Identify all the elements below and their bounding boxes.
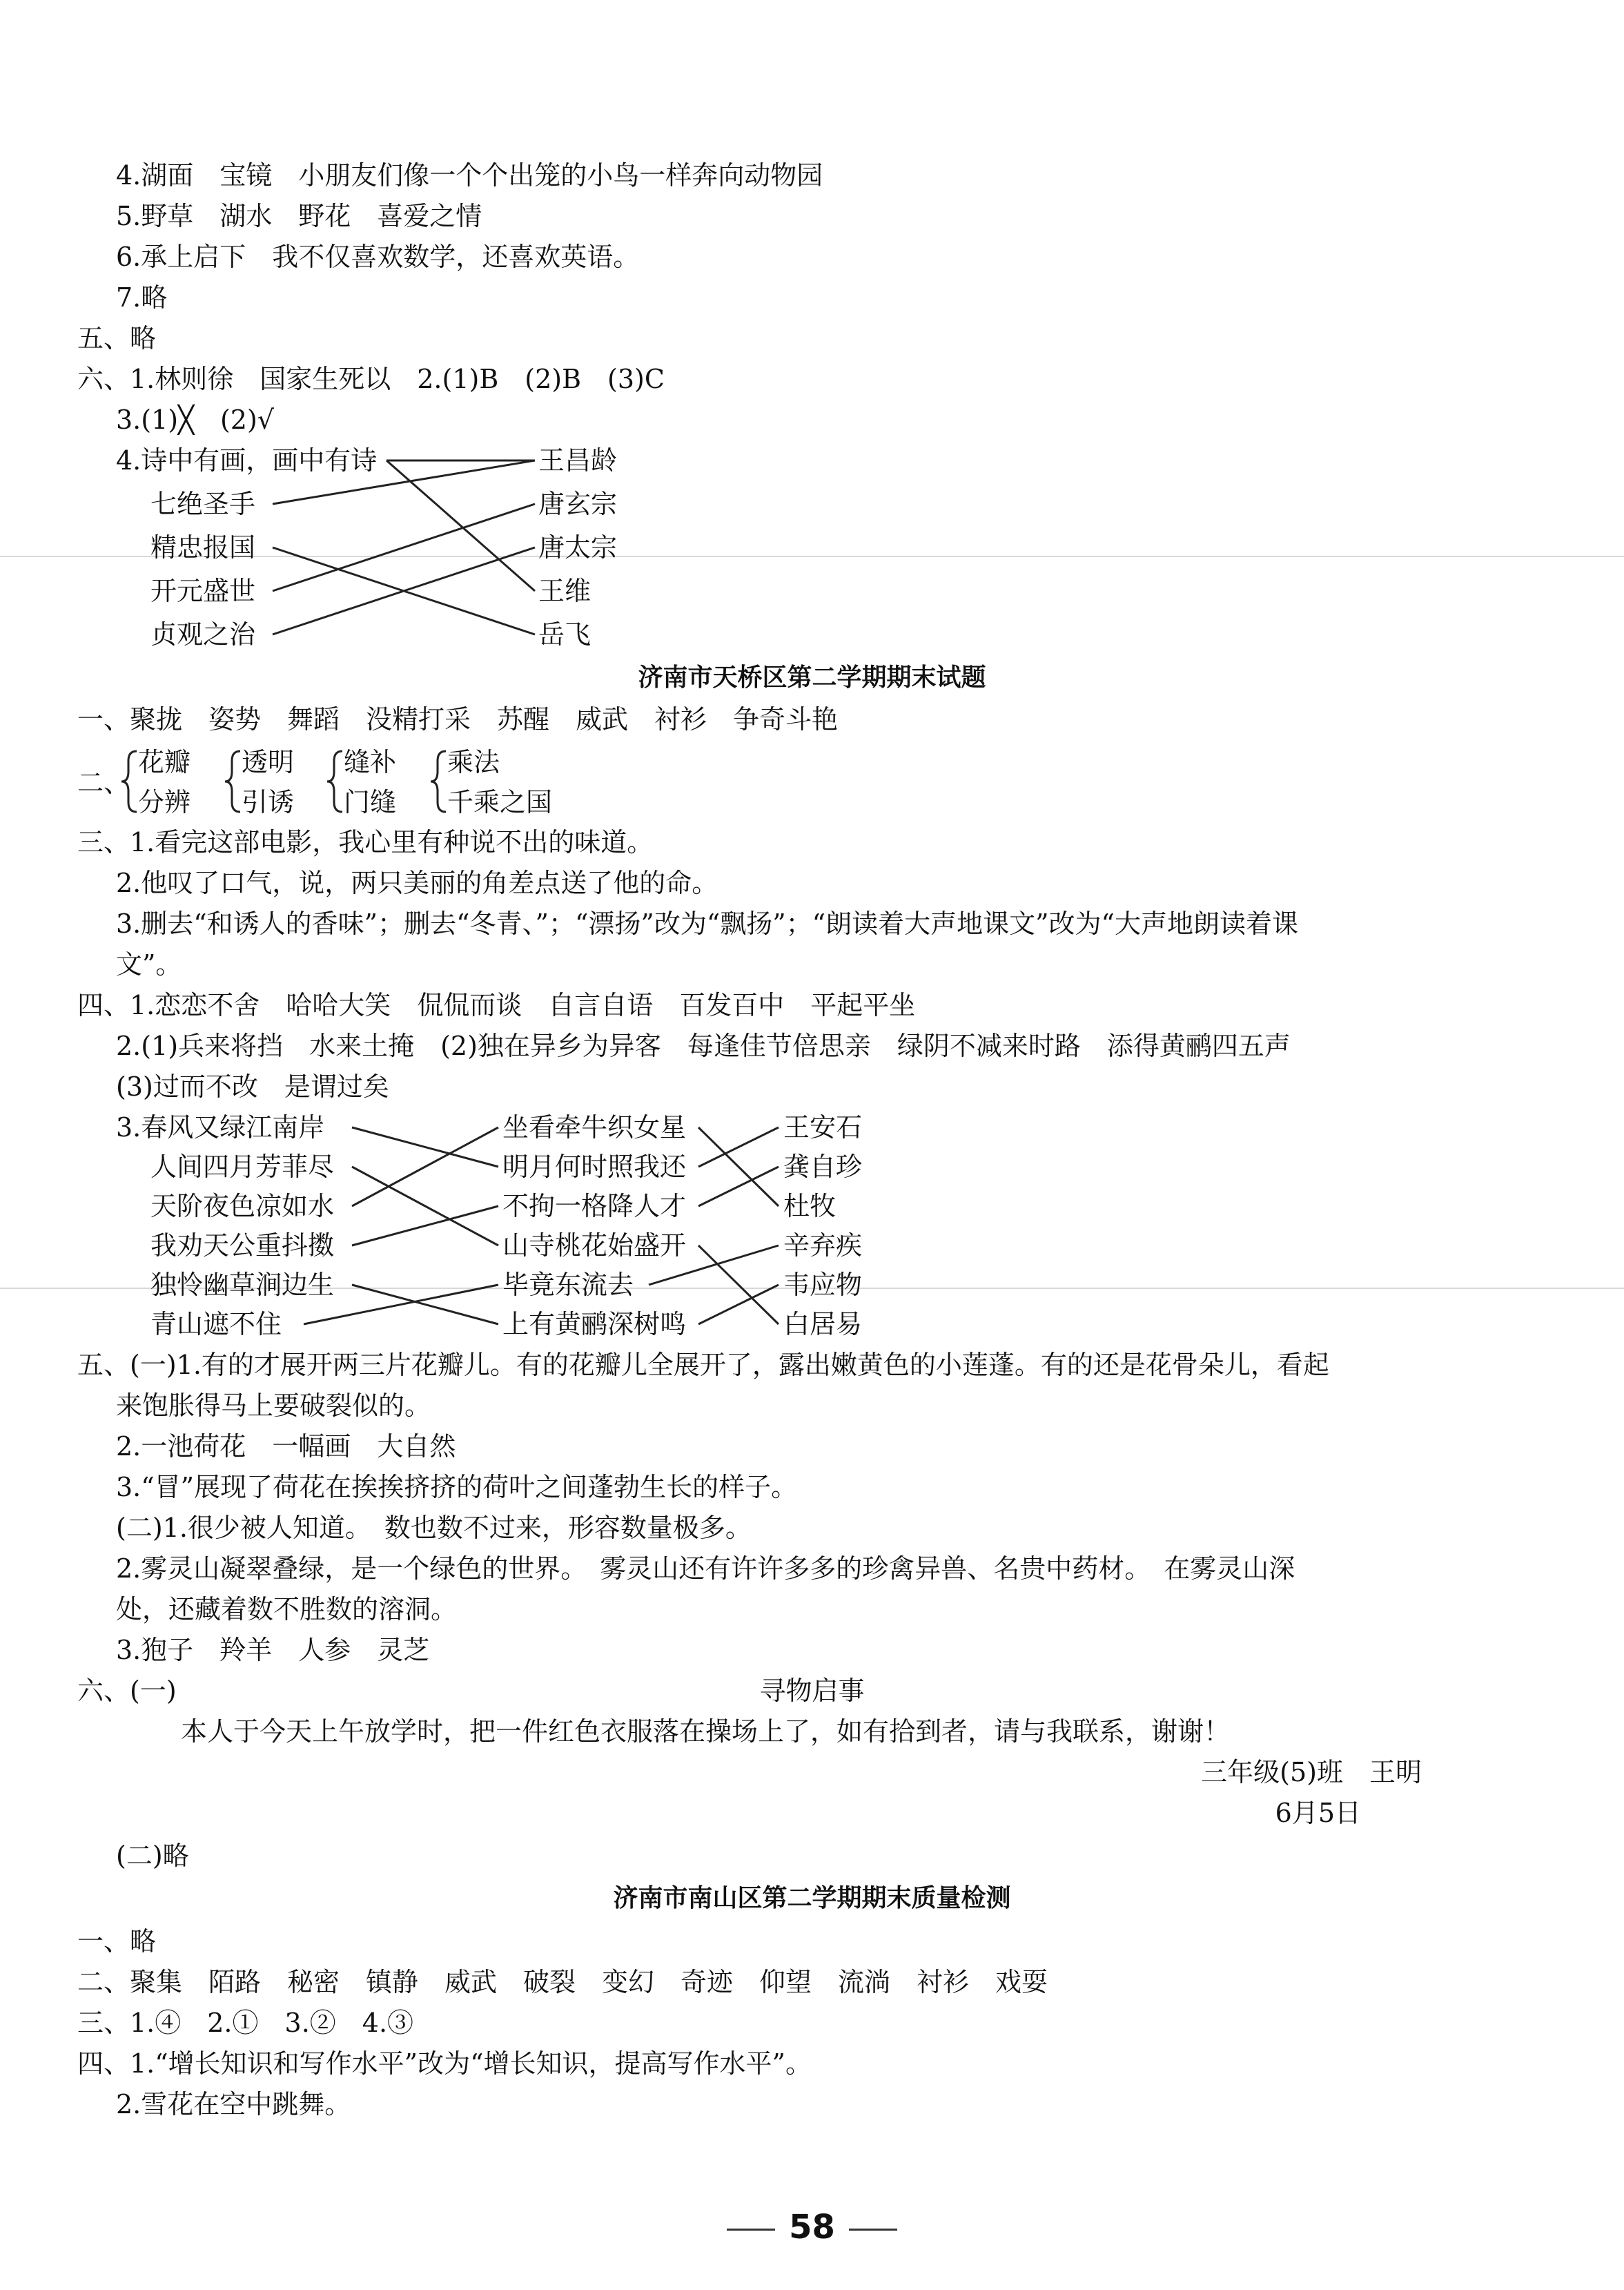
poem-line: [304, 1285, 498, 1324]
answer-line: (二)略: [116, 1841, 189, 1871]
answer-line: 2.雾灵山凝翠叠绿，是一个绿色的世界。 雾灵山还有许许多多的珍禽异兽、名贵中药材。 在雾灵山深: [116, 1553, 1295, 1584]
answer-line: (3)过而不改 是谓过矣: [116, 1071, 389, 1102]
section-title: 济南市天桥区第二学期期末试题: [638, 663, 986, 692]
answer-line: 5.野草 湖水 野花 喜爱之情: [116, 201, 482, 231]
word-pair-item: 乘法: [447, 747, 500, 777]
poem-line: [352, 1127, 498, 1167]
match-line: [273, 504, 535, 591]
poem-left-item: 我劝天公重抖擞: [150, 1230, 335, 1261]
word-pair-item: 千乘之国: [447, 787, 553, 817]
section-title: 济南市南山区第二学期期末质量检测: [613, 1884, 1011, 1912]
word-pair-item: 分辨: [138, 787, 191, 817]
match-left-item: 开元盛世: [150, 576, 256, 606]
notice-signature: 三年级(5)班 王明: [1201, 1757, 1422, 1787]
poem-left-item: 3.春风又绿江南岸: [116, 1112, 325, 1143]
answer-line: 五、(一)1.有的才展开两三片花瓣儿。有的花瓣儿全展开了，露出嫩黄色的小莲蓬。有的还是花骨朵儿，看起: [77, 1350, 1329, 1380]
brace: [121, 751, 137, 812]
poem-right-item: 辛弃疾: [783, 1230, 863, 1261]
brace: [225, 751, 240, 812]
poem-line: [352, 1127, 498, 1206]
word-pair-item: 花瓣: [138, 747, 191, 777]
poem-line: [698, 1127, 779, 1206]
match-right-item: 唐玄宗: [538, 489, 618, 519]
poem-line: [698, 1167, 779, 1206]
poem-line: [698, 1127, 779, 1167]
poem-line: [649, 1245, 779, 1285]
answer-line: 3.(1)╳ (2)√: [116, 405, 275, 435]
poem-line: [352, 1285, 498, 1324]
match-left-item: 精忠报国: [150, 532, 256, 563]
answer-line: 一、聚拢 姿势 舞蹈 没精打采 苏醒 威武 衬衫 争奇斗艳: [77, 704, 839, 735]
poem-mid-item: 毕竟东流去: [502, 1270, 634, 1300]
answer-line: 三、1.④ 2.① 3.② 4.③: [77, 2008, 414, 2038]
match-left-item: 七绝圣手: [150, 489, 256, 519]
answer-line: 文”。: [116, 949, 182, 980]
answer-line: 四、1.“增长知识和写作水平”改为“增长知识，提高写作水平”。: [77, 2048, 812, 2079]
answer-line: 四、1.恋恋不舍 哈哈大笑 侃侃而谈 自言自语 百发百中 平起平坐: [77, 990, 916, 1020]
poem-mid-item: 上有黄鹂深树鸣: [502, 1309, 687, 1339]
poem-mid-item: 明月何时照我还: [502, 1152, 687, 1182]
answer-line: 三、1.看完这部电影，我心里有种说不出的味道。: [77, 827, 654, 857]
word-pair-item: 引诱: [242, 787, 295, 817]
match-right-item: 唐太宗: [538, 532, 618, 563]
poem-mid-item: 不拘一格降人才: [502, 1191, 687, 1221]
match-right-item: 王昌龄: [538, 445, 618, 476]
poem-right-item: 王安石: [783, 1112, 863, 1143]
answer-line: 处，还藏着数不胜数的溶洞。: [116, 1594, 458, 1624]
word-pair-item: 缝补: [344, 747, 397, 777]
word-pair-item: 透明: [242, 747, 295, 777]
answer-line: 二、聚集 陌路 秘密 镇静 威武 破裂 变幻 奇迹 仰望 流淌 衬衫 戏耍: [77, 1967, 1048, 1997]
poem-left-item: 青山遮不住: [150, 1309, 282, 1339]
poem-mid-item: 坐看牵牛织女星: [502, 1112, 687, 1143]
poem-line: [698, 1285, 779, 1324]
page-number: 58: [0, 2208, 1624, 2247]
answer-line: 6.承上启下 我不仅喜欢数学，还喜欢英语。: [116, 242, 640, 272]
answer-line: 4.湖面 宝镜 小朋友们像一个个出笼的小鸟一样奔向动物园: [116, 160, 823, 191]
brace: [327, 751, 342, 812]
poem-left-item: 人间四月芳菲尽: [150, 1152, 335, 1182]
match-left-item: 贞观之治: [150, 619, 256, 650]
notice-body: 本人于今天上午放学时，把一件红色衣服落在操场上了，如有拾到者，请与我联系，谢谢！: [181, 1716, 1231, 1747]
answer-line: 2.雪花在空中跳舞。: [116, 2089, 351, 2119]
answer-prefix: 二、: [77, 768, 130, 798]
poem-mid-item: 山寺桃花始盛开: [502, 1230, 687, 1261]
answer-line: 一、略: [77, 1926, 157, 1957]
poem-line: [352, 1167, 498, 1245]
notice-date: 6月5日: [1275, 1798, 1361, 1828]
answer-line: (二)1.很少被人知道。 数也数不过来，形容数量极多。: [116, 1513, 752, 1543]
answer-line: 五、略: [77, 323, 157, 353]
brace: [431, 751, 446, 812]
answer-line: 3.“冒”展现了荷花在挨挨挤挤的荷叶之间蓬勃生长的样子。: [116, 1472, 798, 1502]
answer-line: 六、(一): [77, 1676, 177, 1706]
answer-line: 2.(1)兵来将挡 水来土掩 (2)独在异乡为异客 每逢佳节倍思亲 绿阴不减来时路 添得黄鹂四五声: [116, 1031, 1291, 1061]
poem-right-item: 韦应物: [783, 1270, 863, 1300]
match-right-item: 王维: [538, 576, 591, 606]
word-pair-item: 门缝: [344, 787, 397, 817]
notice-title: 寻物启事: [759, 1676, 865, 1706]
answer-line: 3.狍子 羚羊 人参 灵芝: [116, 1635, 430, 1665]
match-left-item: 4.诗中有画，画中有诗: [116, 445, 378, 476]
answer-line: 3.删去“和诱人的香味”；删去“冬青、”；“漂扬”改为“飘扬”；“朗读着大声地课文”改为“大声地朗读着课: [116, 909, 1298, 939]
answer-line: 2.他叹了口气，说，两只美丽的角差点送了他的命。: [116, 868, 718, 898]
poem-right-item: 龚自珍: [783, 1152, 863, 1182]
poem-right-item: 白居易: [783, 1309, 863, 1339]
poem-left-item: 天阶夜色凉如水: [150, 1191, 335, 1221]
answer-line: 2.一池荷花 一幅画 大自然: [116, 1431, 456, 1462]
answer-line: 来饱胀得马上要破裂似的。: [116, 1390, 431, 1421]
match-right-item: 岳飞: [538, 619, 591, 650]
answer-line: 7.略: [116, 282, 168, 313]
poem-line: [352, 1206, 498, 1245]
poem-left-item: 独怜幽草涧边生: [150, 1270, 335, 1300]
match-line: [273, 460, 535, 504]
answer-line: 六、1.林则徐 国家生死以 2.(1)B (2)B (3)C: [77, 364, 665, 394]
poem-right-item: 杜牧: [783, 1191, 837, 1221]
